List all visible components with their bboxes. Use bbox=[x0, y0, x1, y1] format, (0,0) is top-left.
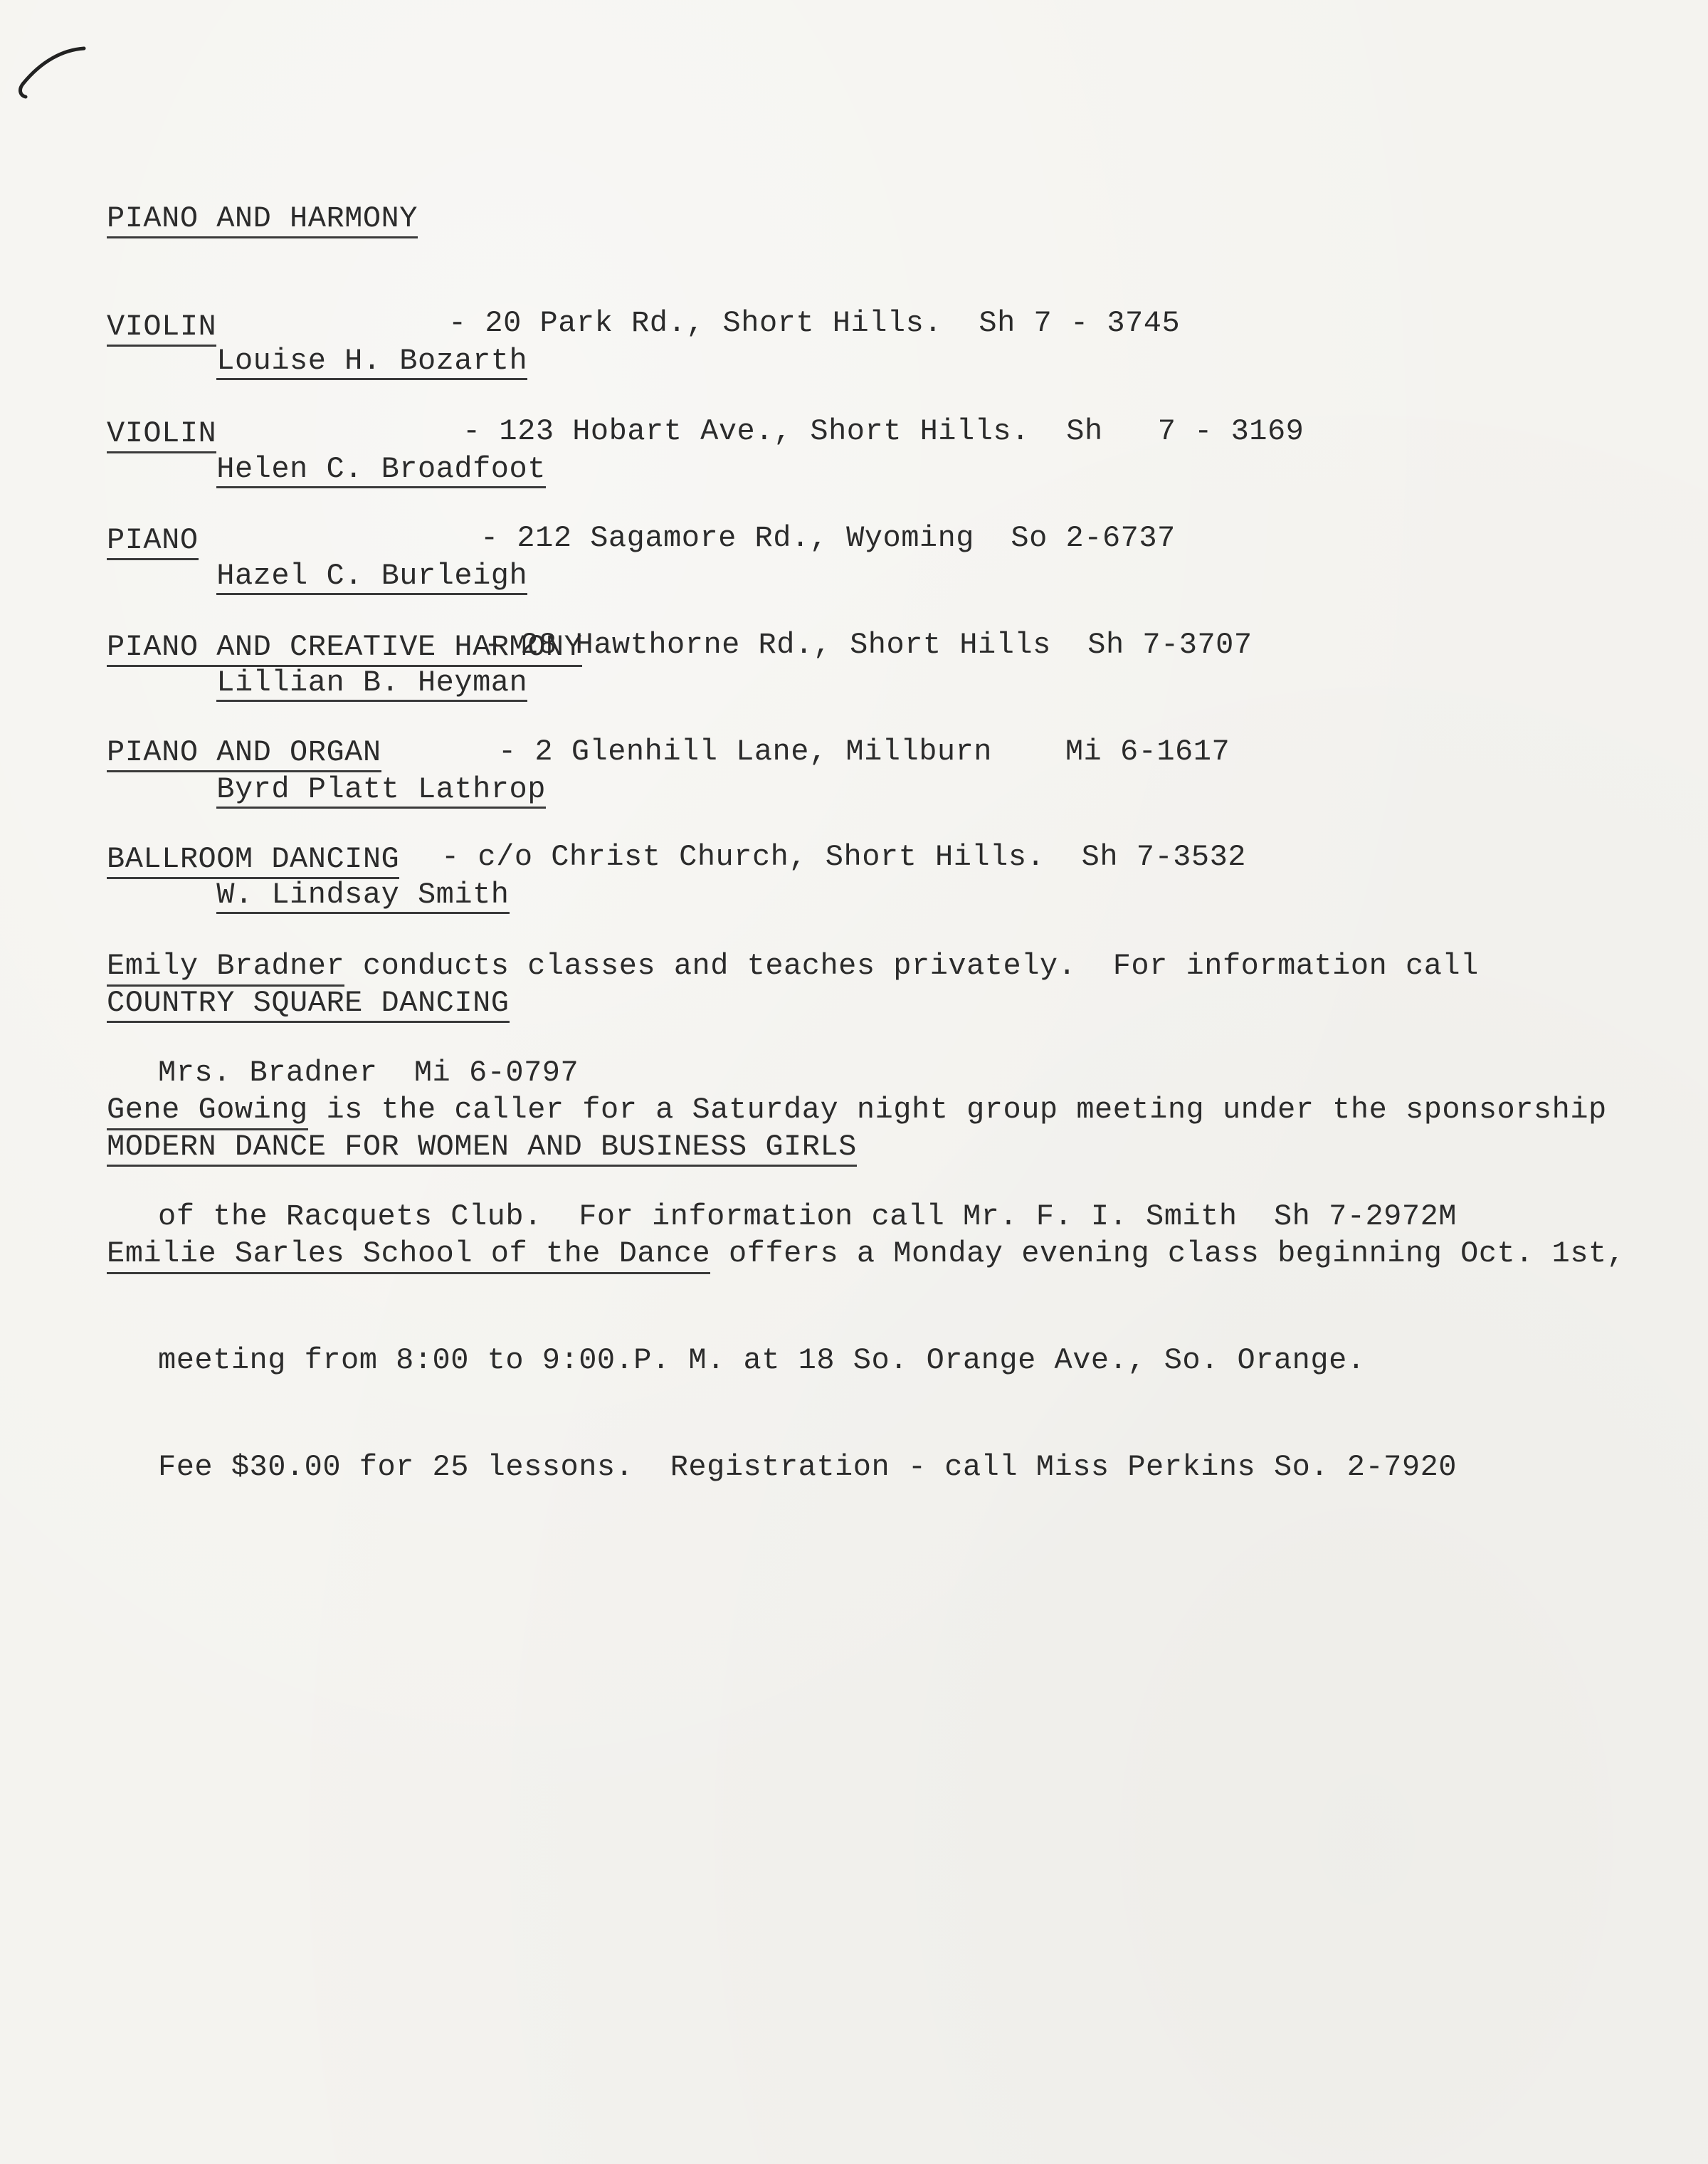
teacher-name: Gene Gowing bbox=[107, 1093, 308, 1130]
staple-mark bbox=[13, 40, 91, 104]
entry-heading: COUNTRY SQUARE DANCING bbox=[107, 987, 510, 1023]
teacher-detail: - 28 Hawthorne Rd., Short Hills Sh 7-3707 bbox=[484, 628, 1253, 662]
description-line: conducts classes and teaches privately. For information call bbox=[344, 949, 1479, 983]
entry-heading: PIANO AND HARMONY bbox=[107, 202, 418, 238]
teacher-name: Louise H. Bozarth bbox=[216, 345, 527, 380]
entry-heading: BALLROOM DANCING bbox=[107, 843, 399, 879]
teacher-name: Byrd Platt Lathrop bbox=[216, 774, 546, 809]
teacher-detail: - 2 Glenhill Lane, Millburn Mi 6-1617 bbox=[498, 735, 1230, 769]
teacher-name: Hazel C. Burleigh bbox=[216, 560, 527, 595]
description-line: meeting from 8:00 to 9:00.P. M. at 18 So. Orange Ave., So. Orange. bbox=[158, 1343, 1366, 1377]
teacher-detail: - 212 Sagamore Rd., Wyoming So 2-6737 bbox=[480, 521, 1176, 555]
entry-heading: PIANO AND CREATIVE HARMONY bbox=[107, 631, 582, 667]
teacher-detail: - 123 Hobart Ave., Short Hills. Sh 7 - 3169 bbox=[463, 414, 1304, 448]
teacher-name: W. Lindsay Smith bbox=[216, 879, 509, 914]
entry-heading: VIOLIN bbox=[107, 310, 216, 347]
entry-heading: PIANO AND ORGAN bbox=[107, 736, 381, 772]
teacher-name: Helen C. Broadfoot bbox=[216, 453, 546, 488]
entry-heading: MODERN DANCE FOR WOMEN AND BUSINESS GIRLS bbox=[107, 1130, 857, 1167]
teacher-name: Emily Bradner bbox=[107, 949, 344, 987]
description-line: offers a Monday evening class beginning Oct. 1st, bbox=[710, 1236, 1625, 1271]
description-line: Mrs. Bradner Mi 6-0797 bbox=[158, 1056, 579, 1090]
teacher-detail: - c/o Christ Church, Short Hills. Sh 7-3532 bbox=[441, 840, 1246, 874]
teacher-detail: - 20 Park Rd., Short Hills. Sh 7 - 3745 bbox=[448, 306, 1181, 340]
description-line: is the caller for a Saturday night group meeting under the sponsorship bbox=[307, 1093, 1607, 1127]
description-line: Fee $30.00 for 25 lessons. Registration - call Miss Perkins So. 2-7920 bbox=[158, 1450, 1457, 1484]
entry-modern-dance bbox=[107, 1058, 1625, 1556]
teacher-name: Emilie Sarles School of the Dance bbox=[107, 1236, 710, 1274]
description-line: of the Racquets Club. For information call Mr. F. I. Smith Sh 7-2972M bbox=[158, 1199, 1457, 1234]
teacher-name: Lillian B. Heyman bbox=[216, 667, 527, 702]
entry-heading: PIANO bbox=[107, 524, 199, 560]
entry-heading: VIOLIN bbox=[107, 417, 216, 453]
